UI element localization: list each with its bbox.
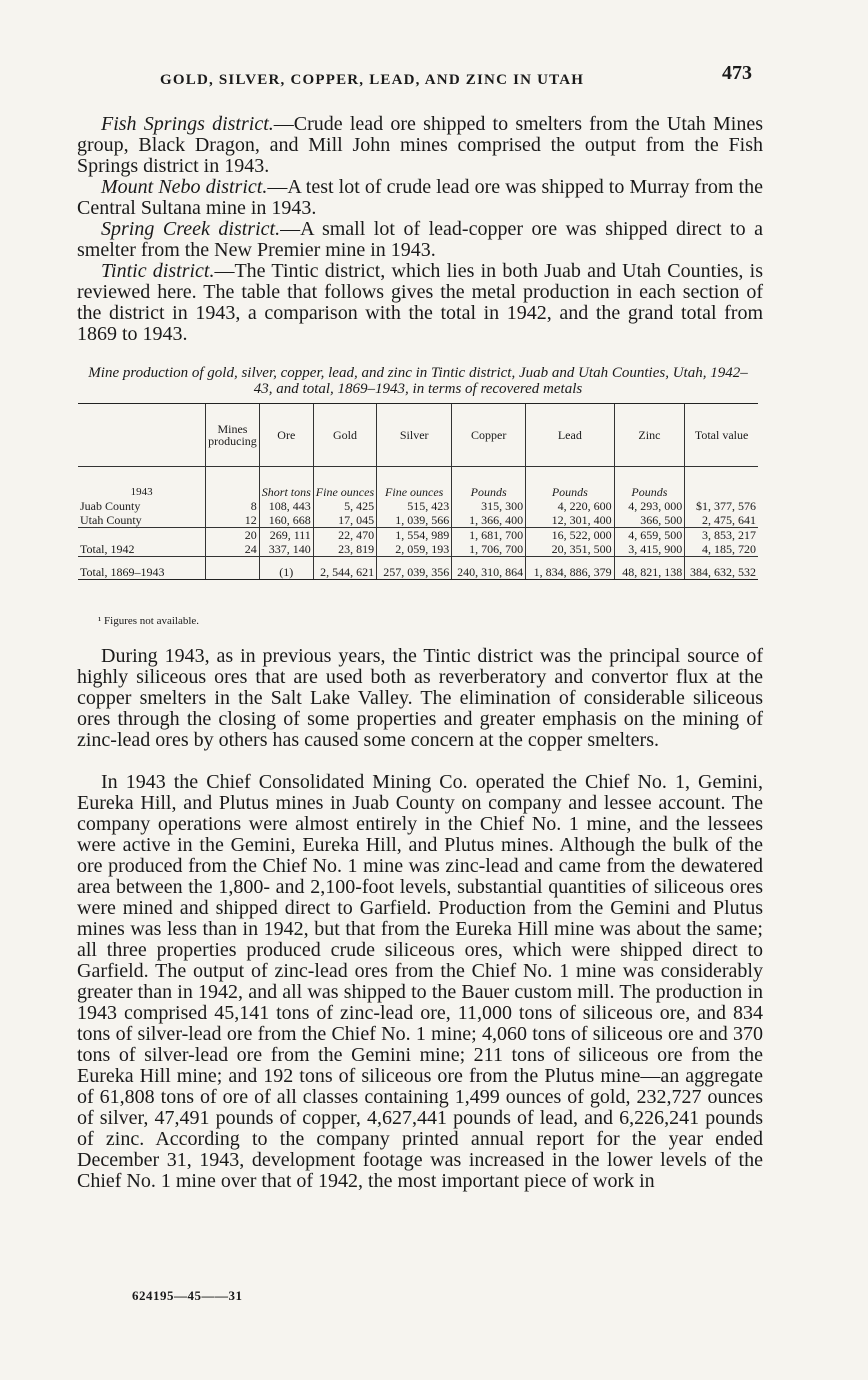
- table-cell: 108, 443: [259, 499, 313, 513]
- table-cell: 4, 185, 720: [685, 542, 758, 557]
- table-cell: 20, 351, 500: [526, 542, 615, 557]
- col-header-silver: Silver: [377, 404, 452, 467]
- running-head: [160, 62, 760, 92]
- table-cell: 12, 301, 400: [526, 513, 615, 528]
- paragraph-lead: Tintic district.: [101, 260, 215, 282]
- table-cell: 1943: [130, 486, 153, 498]
- col-header-total-value: Total value: [685, 404, 758, 467]
- table-cell: 4, 220, 600: [526, 499, 615, 513]
- table-cell: 337, 140: [259, 542, 313, 557]
- table-cell: 23, 819: [313, 542, 376, 557]
- table-cell: 12: [206, 513, 260, 528]
- table-footnote: ¹ Figures not available.: [98, 615, 200, 627]
- table-cell: 16, 522, 000: [526, 528, 615, 543]
- table-cell: 17, 045: [313, 513, 376, 528]
- table-row: [78, 513, 758, 528]
- col-header-copper: Copper: [452, 404, 526, 467]
- table-header-row: [78, 404, 758, 467]
- table-cell: 3, 853, 217: [685, 528, 758, 543]
- production-table: [78, 403, 758, 580]
- table-row: [78, 499, 758, 513]
- table-cell: 2, 544, 621: [313, 557, 376, 580]
- table-cell: 160, 668: [259, 513, 313, 528]
- table-cell: 5, 425: [313, 499, 376, 513]
- table-cell: 1, 681, 700: [452, 528, 526, 543]
- print-code: 624195—45——31: [132, 1288, 243, 1303]
- col-header-gold: Gold: [313, 404, 376, 467]
- table-cell: 4, 659, 500: [614, 528, 685, 543]
- table-cell: 257, 039, 356: [377, 557, 452, 580]
- table-cell: 24: [206, 542, 260, 557]
- table-cell: 1, 039, 566: [377, 513, 452, 528]
- table-cell: 4, 293, 000: [614, 499, 685, 513]
- row-label: Utah County: [80, 513, 142, 527]
- col-header-mines: Mines producing: [206, 404, 260, 467]
- paragraph-mount-nebo: [77, 177, 763, 219]
- table-cell: 20: [206, 528, 260, 543]
- paragraph-spring-creek: [77, 219, 763, 261]
- table-cell: 384, 632, 532: [685, 557, 758, 580]
- paragraph-lead: Fish Springs district.: [101, 113, 274, 135]
- table-cell: 2, 059, 193: [377, 542, 452, 557]
- table-cell: 22, 470: [313, 528, 376, 543]
- table-cell: 48, 821, 138: [614, 557, 685, 580]
- table-cell: 240, 310, 864: [452, 557, 526, 580]
- table-cell: 1, 554, 989: [377, 528, 452, 543]
- table-cell: 1, 366, 400: [452, 513, 526, 528]
- table-cell: Pounds: [614, 467, 685, 500]
- table-row: [78, 542, 758, 557]
- row-label: Juab County: [80, 499, 141, 513]
- row-label: [78, 528, 206, 543]
- paragraph-tintic: [77, 261, 763, 345]
- table-cell: 515, 423: [377, 499, 452, 513]
- paragraph-text: —A test lot of crude lead ore was shipped to Murray from the Central Sultana mine in 1943.: [77, 176, 763, 219]
- table-cell: Fine ounces: [313, 467, 376, 500]
- table-caption: Mine production of gold, silver, copper, lead, and zinc in Tintic district, Juab and Utah Counties, Utah, 1942–43, and total, 1869–1943, in terms of recovered metals: [88, 365, 748, 397]
- table-cell: 366, 500: [614, 513, 685, 528]
- table-cell: 8: [206, 499, 260, 513]
- body-paragraph-1: During 1943, as in previous years, the Tintic district was the principal source of highly siliceous ores that are used both as reverberatory and convertor flux at the copper smelters in the Salt Lake Valley. The elimination of considerable siliceous ores through the closing of some properties and greater emphasis on the mining of zinc-lead ores by others has caused some concern at the copper smelters.: [77, 645, 763, 751]
- table-row-grand-total: [78, 557, 758, 580]
- table-cell: $1, 377, 576: [685, 499, 758, 513]
- body-paragraph-2: In 1943 the Chief Consolidated Mining Co. operated the Chief No. 1, Gemini, Eureka Hill, and Plutus mines in Juab County on company and lessee account. The company operations were almost entirely in the Chief No. 1 mine, and the lessees were active in the Gemini, Eureka Hill, and Plutus mines. Although the bulk of the ore produced from the Chief No. 1 mine was zinc-lead and came from the dewatered area between the 1,800- and 2,100-foot levels, substantial quantities of siliceous ores were mined and shipped direct to Garfield. Production from the Gemini and Plutus mines was less than in 1942, but that from the Eureka Hill mine was about the same; all three properties produced crude siliceous ores, which were shipped direct to Garfield. The output of zinc-lead ores from the Chief No. 1 mine was considerably greater than in 1942, and all was shipped to the Bauer custom mill. The production in 1943 comprised 45,141 tons of zinc-lead ore, 11,000 tons of siliceous ore, and 834 tons of silver-lead ore from the Chief No. 1 mine; 4,060 tons of siliceous ore and 370 tons of silver-lead ore from the Gemini mine; 211 tons of siliceous ore from the Eureka Hill mine; and 192 tons of siliceous ore from the Plutus mine—an aggregate of 61,808 tons of ore of all classes containing 1,499 ounces of gold, 232,727 ounces of silver, 47,491 pounds of copper, 4,627,441 pounds of lead, and 6,226,241 pounds of zinc. According to the company printed annual report for the year ended December 31, 1943, development footage was increased in the lower levels of the Chief No. 1 mine over that of 1942, the most important piece of work in: [77, 771, 763, 1192]
- table-row: [78, 528, 758, 543]
- page-number: 473: [722, 62, 752, 84]
- running-head-title: GOLD, SILVER, COPPER, LEAD, AND ZINC IN UTAH: [160, 72, 585, 88]
- table-cell: 269, 111: [259, 528, 313, 543]
- table-cell: 3, 415, 900: [614, 542, 685, 557]
- paragraph-text: —The Tintic district, which lies in both Juab and Utah Counties, is reviewed here. The table that follows gives the metal production in each section of the district in 1943, a comparison with the total in 1942, and the grand total from 1869 to 1943.: [77, 260, 763, 345]
- table-cell: [685, 467, 758, 500]
- paragraph-fish-springs: [77, 114, 763, 177]
- paragraph-lead: Spring Creek district.: [101, 218, 281, 240]
- col-header-zinc: Zinc: [614, 404, 685, 467]
- table-cell: [206, 557, 260, 580]
- table-cell: Pounds: [452, 467, 526, 500]
- col-header-lead: Lead: [526, 404, 615, 467]
- paragraph-lead: Mount Nebo district.: [101, 176, 268, 198]
- col-header-blank: [78, 404, 206, 467]
- row-label: Total, 1942: [80, 542, 135, 556]
- table-cell: 2, 475, 641: [685, 513, 758, 528]
- row-label: Total, 1869–1943: [78, 557, 206, 580]
- col-header-ore: Ore: [259, 404, 313, 467]
- units-row: [78, 467, 758, 500]
- table-cell: (1): [259, 557, 313, 580]
- paragraph-text: —A small lot of lead-copper ore was shipped direct to a smelter from the New Premier mine in 1943.: [77, 218, 763, 261]
- table-cell: 1, 834, 886, 379: [526, 557, 615, 580]
- table-cell: Fine ounces: [377, 467, 452, 500]
- table-cell: [206, 467, 260, 500]
- paragraph-text: —Crude lead ore shipped to smelters from the Utah Mines group, Black Dragon, and Mill John mines comprised the output from the Fish Springs district in 1943.: [77, 113, 763, 177]
- table-cell: Pounds: [526, 467, 615, 500]
- table-cell: Short tons: [259, 467, 313, 500]
- table-cell: 1, 706, 700: [452, 542, 526, 557]
- table-cell: 315, 300: [452, 499, 526, 513]
